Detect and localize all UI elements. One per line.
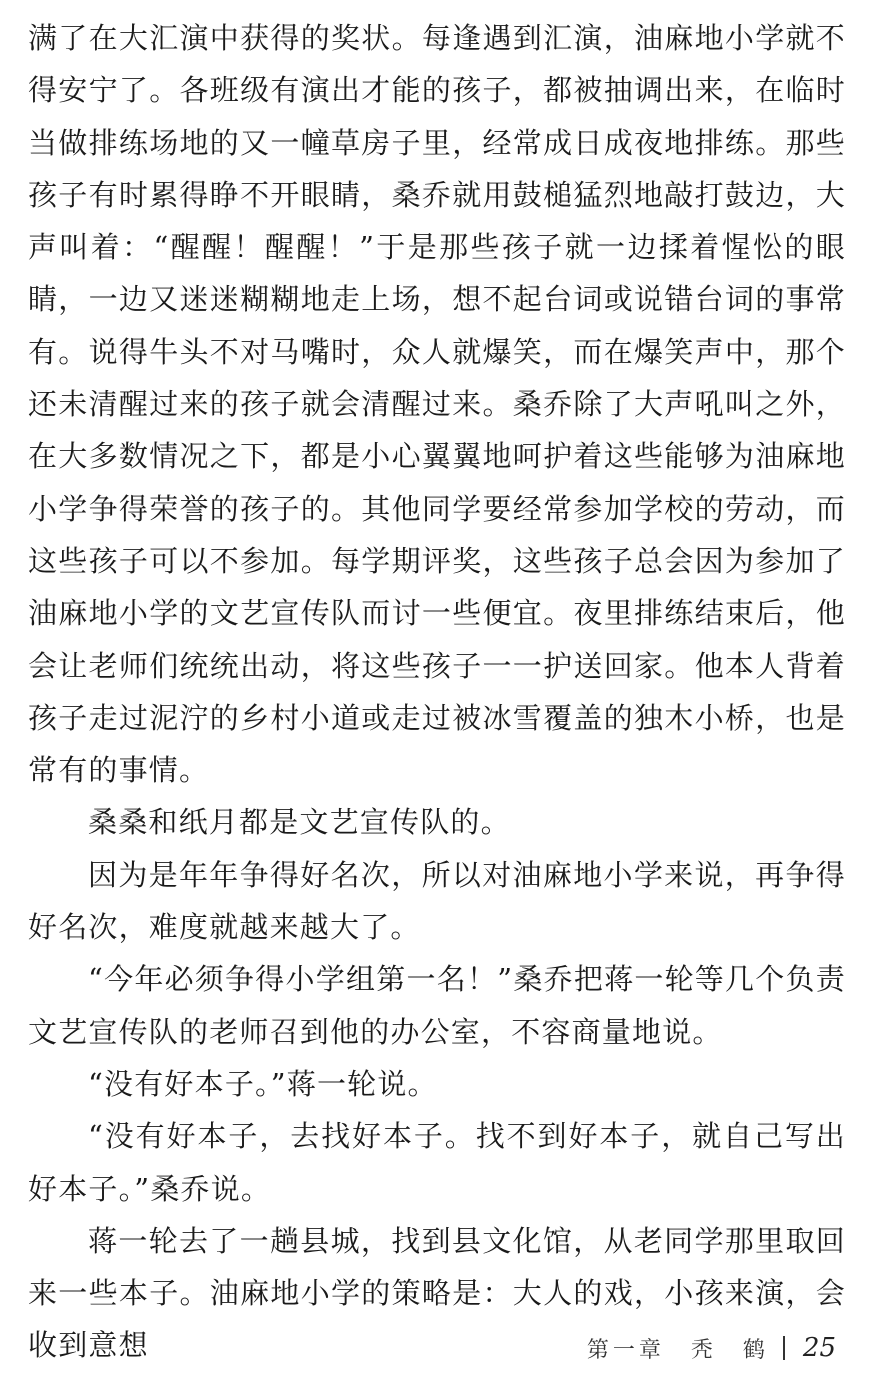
paragraph-3: 因为是年年争得好名次，所以对油麻地小学来说，再争得好名次，难度就越来越大了。: [28, 857, 846, 945]
footer-divider: [783, 1336, 785, 1360]
paragraph-2: 桑桑和纸月都是文艺宣传队的。: [88, 805, 511, 840]
paragraph-7: 蒋一轮去了一趟县城，找到县文化馆，从老同学那里取回来一些本子。油麻地小学的策略是：大人的戏，小孩来演，会收到意想: [28, 1223, 846, 1363]
chapter-title: 第一章 秃 鹤: [586, 1337, 769, 1363]
paragraph-1: 满了在大汇演中获得的奖状。每逢遇到汇演，油麻地小学就不得安宁了。各班级有演出才能的孩子，都被抽调出来，在临时当做排练场地的又一幢草房子里，经常成日成夜地排练。那些孩子有时累得睁不开眼睛，桑乔就用鼓槌猛烈地敲打鼓边，大声叫着：“醒醒！醒醒！”于是那些孩子就一边揉着惺忪的眼睛，一边又迷迷糊糊地走上场，想不起台词或说错台词的事常有。说得牛头不对马嘴时，众人就爆笑，而在爆笑声中，那个还未清醒过来的孩子就会清醒过来。桑乔除了大声吼叫之外，在大多数情况之下，都是小心翼翼地呵护着这些能够为油麻地小学争得荣誉的孩子的。其他同学要经常参加学校的劳动，而这些孩子可以不参加。每学期评奖，这些孩子总会因为参加了油麻地小学的文艺宣传队而讨一些便宜。夜里排练结束后，他会让老师们统统出动，将这些孩子一一护送回家。他本人背着孩子走过泥泞的乡村小道或走过被冰雪覆盖的独木小桥，也是常有的事情。: [28, 21, 846, 788]
paragraph-4: “今年必须争得小学组第一名！”桑乔把蒋一轮等几个负责文艺宣传队的老师召到他的办公室，不容商量地说。: [28, 962, 846, 1049]
body-text: [28, 12, 846, 1372]
paragraph-5: “没有好本子。”蒋一轮说。: [88, 1066, 438, 1101]
page-footer: [587, 1328, 836, 1368]
page-number: 25: [802, 1333, 836, 1363]
paragraph-6: “没有好本子，去找好本子。找不到好本子，就自己写出好本子。”桑乔说。: [28, 1119, 846, 1206]
